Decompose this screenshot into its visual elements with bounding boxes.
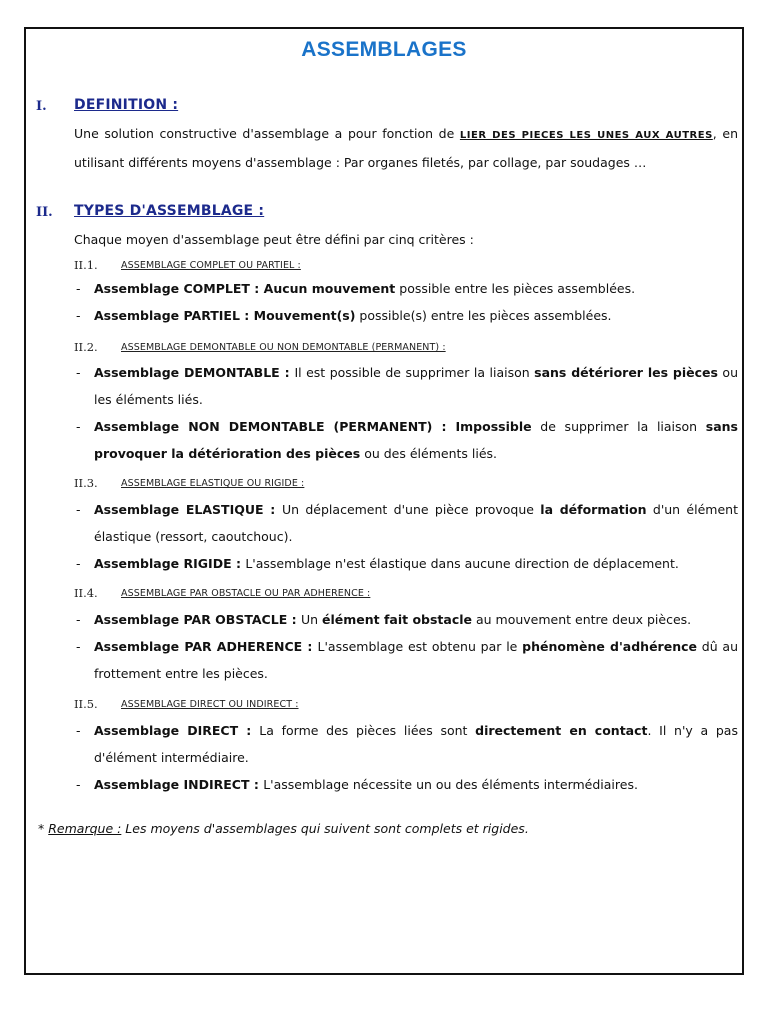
list-item-bold: Assemblage PAR ADHERENCE : bbox=[94, 639, 318, 654]
sub-4-title: ASSEMBLAGE PAR OBSTACLE OU PAR ADHERENCE : bbox=[121, 588, 371, 599]
list-item-bold: Assemblage DEMONTABLE : bbox=[94, 365, 295, 380]
remark-text: Les moyens d'assemblages qui suivent sont complets et rigides. bbox=[121, 821, 529, 836]
remark-note bbox=[38, 821, 529, 836]
list-item-text: L'assemblage nécessite un ou des éléments intermédiaires. bbox=[263, 777, 638, 792]
remark-star: * bbox=[38, 821, 49, 836]
sub-1-title: ASSEMBLAGE COMPLET OU PARTIEL : bbox=[121, 260, 301, 271]
list-item bbox=[94, 771, 738, 798]
section-1-text-b: , en utilisant différents moyens d'assemblage : Par organes filetés, par collage, par soudages … bbox=[74, 126, 739, 170]
bullet-dash: - bbox=[76, 639, 81, 654]
list-item bbox=[94, 413, 738, 467]
list-item-bold: sans détériorer les pièces bbox=[534, 365, 718, 380]
list-item-text: ou les éléments liés. bbox=[94, 365, 738, 407]
section-1-title bbox=[74, 97, 178, 113]
sub-5-number: II.5. bbox=[74, 697, 98, 711]
sub-3-number: II.3. bbox=[74, 476, 98, 490]
list-item-bold: Mouvement(s) bbox=[253, 308, 356, 323]
section-1-paragraph bbox=[74, 120, 738, 176]
list-item-text: L'assemblage n'est élastique dans aucune direction de déplacement. bbox=[245, 556, 679, 571]
list-item-bold: Impossible bbox=[455, 419, 532, 434]
list-item bbox=[94, 550, 738, 577]
section-1-text-emph: LIER DES PIECES LES UNES AUX AUTRES bbox=[459, 130, 713, 141]
bullet-dash: - bbox=[76, 502, 81, 517]
sub-3-title: ASSEMBLAGE ELASTIQUE OU RIGIDE : bbox=[121, 478, 305, 489]
bullet-dash: - bbox=[76, 308, 81, 323]
list-item-bold: Assemblage RIGIDE : bbox=[94, 556, 246, 571]
list-item bbox=[94, 606, 738, 633]
list-item-text: d'un élément élastique (ressort, caoutchouc). bbox=[94, 502, 738, 544]
list-item-bold: Assemblage COMPLET : bbox=[94, 281, 264, 296]
bullet-dash: - bbox=[76, 777, 81, 792]
section-1-number: I. bbox=[36, 99, 47, 114]
list-item bbox=[94, 302, 738, 329]
list-item bbox=[94, 717, 738, 771]
list-item bbox=[94, 275, 738, 302]
sub-1-number: II.1. bbox=[74, 258, 98, 272]
list-item-text: possible(s) entre les pièces assemblées. bbox=[355, 308, 612, 323]
list-item bbox=[94, 633, 738, 687]
list-item-bold: élément fait obstacle bbox=[321, 612, 472, 627]
list-item-bold: la déformation bbox=[540, 502, 647, 517]
section-1-title-text: DEFINITION : bbox=[74, 97, 179, 113]
list-item-bold: sans provoquer la détérioration des pièces bbox=[94, 419, 738, 461]
list-item-text: L'assemblage est obtenu par le bbox=[317, 639, 523, 654]
list-item-text: Un déplacement d'une pièce provoque bbox=[281, 502, 541, 517]
list-item-bold: phénomène d'adhérence bbox=[522, 639, 697, 654]
list-item-text: dû au frottement entre les pièces. bbox=[94, 639, 739, 681]
section-2-title-text: TYPES D'ASSEMBLAGE : bbox=[74, 203, 265, 219]
sub-4-number: II.4. bbox=[74, 586, 98, 600]
bullet-dash: - bbox=[76, 365, 81, 380]
list-item-bold: Assemblage ELASTIQUE : bbox=[94, 502, 282, 517]
bullet-dash: - bbox=[76, 723, 81, 738]
bullet-dash: - bbox=[76, 556, 81, 571]
remark-label: Remarque : bbox=[48, 821, 122, 836]
list-item bbox=[94, 496, 738, 550]
sub-2-title: ASSEMBLAGE DEMONTABLE OU NON DEMONTABLE (PERMANENT) : bbox=[121, 342, 446, 353]
list-item-bold: Assemblage PARTIEL : bbox=[94, 308, 254, 323]
bullet-dash: - bbox=[76, 419, 81, 434]
page-frame bbox=[24, 27, 744, 975]
bullet-dash: - bbox=[76, 612, 81, 627]
page-title: ASSEMBLAGES bbox=[301, 38, 467, 61]
list-item bbox=[94, 359, 738, 413]
list-item-text: au mouvement entre deux pièces. bbox=[472, 612, 692, 627]
sub-2-number: II.2. bbox=[74, 340, 98, 354]
list-item-text: La forme des pièces liées sont bbox=[259, 723, 476, 738]
list-item-bold: Assemblage PAR OBSTACLE : bbox=[94, 612, 301, 627]
list-item-bold: Assemblage DIRECT : bbox=[94, 723, 260, 738]
list-item-text: possible entre les pièces assemblées. bbox=[395, 281, 636, 296]
list-item-text: de supprimer la liaison bbox=[531, 419, 706, 434]
list-item-bold: Aucun mouvement bbox=[263, 281, 396, 296]
list-item-bold: directement en contact bbox=[475, 723, 648, 738]
section-2-intro: Chaque moyen d'assemblage peut être défini par cinq critères : bbox=[74, 232, 474, 247]
section-2-number: II. bbox=[36, 205, 53, 220]
list-item-text: . Il n'y a pas d'élément intermédiaire. bbox=[94, 723, 738, 765]
list-item-text: Il est possible de supprimer la liaison bbox=[294, 365, 535, 380]
list-item-text: ou des éléments liés. bbox=[360, 446, 497, 461]
list-item-bold: Assemblage INDIRECT : bbox=[94, 777, 264, 792]
bullet-dash: - bbox=[76, 281, 81, 296]
list-item-bold: Assemblage NON DEMONTABLE (PERMANENT) : bbox=[94, 419, 456, 434]
section-1-text-a: Une solution constructive d'assemblage a pour fonction de bbox=[74, 126, 460, 141]
list-item-text: Un bbox=[300, 612, 322, 627]
sub-5-title: ASSEMBLAGE DIRECT OU INDIRECT : bbox=[121, 699, 299, 710]
section-2-title bbox=[74, 203, 264, 219]
